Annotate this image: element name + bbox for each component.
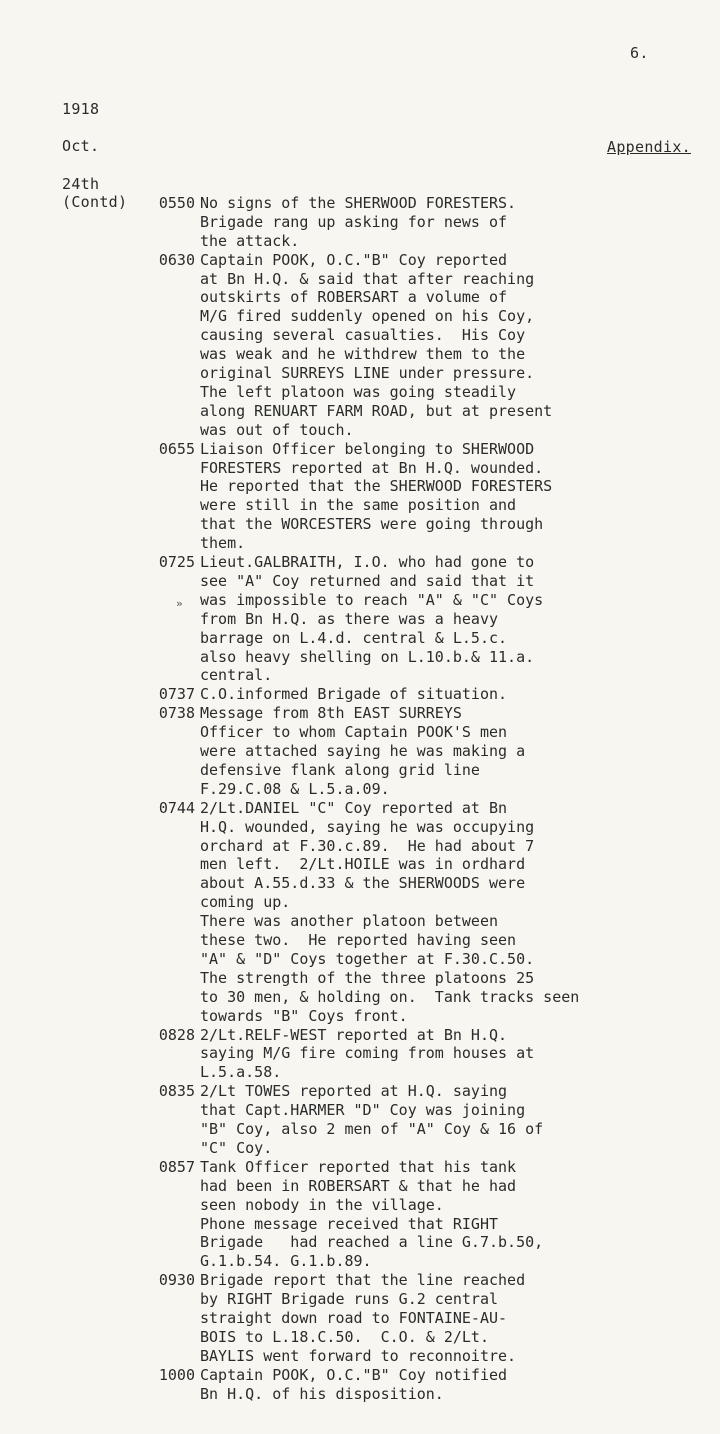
- entry-line: Officer to whom Captain POOK'S men: [200, 723, 508, 742]
- entry-line: from Bn H.Q. as there was a heavy: [200, 609, 499, 628]
- entry-text: [200, 553, 543, 685]
- entry-time: 0738: [158, 704, 195, 723]
- page-number: 6.: [630, 44, 649, 62]
- entry-line: was weak and he withdrew them to the: [200, 345, 526, 364]
- entry-line: were still in the same position and: [200, 496, 517, 515]
- entry-line: There was another platoon between: [200, 912, 499, 931]
- entry-line: Liaison Officer belonging to SHERWOOD: [200, 439, 535, 458]
- entry-line: that Capt.HARMER "D" Coy was joining: [200, 1101, 526, 1120]
- entry-time: 0930: [158, 1271, 195, 1290]
- entry-line: at Bn H.Q. & said that after reaching: [200, 269, 535, 288]
- entry-line: straight down road to FONTAINE-AU-: [200, 1309, 508, 1328]
- entry-line: Message from 8th EAST SURREYS: [200, 704, 462, 723]
- entry-text: [200, 685, 507, 704]
- entry-line: Captain POOK, O.C."B" Coy notified: [200, 1365, 508, 1384]
- entry-line: orchard at F.30.c.89. He had about 7: [200, 836, 535, 855]
- entry-line: men left. 2/Lt.HOILE was in ordhard: [200, 855, 526, 874]
- entry-line: "C" Coy.: [200, 1138, 273, 1157]
- entry-line: FORESTERS reported at Bn H.Q. wounded.: [200, 458, 544, 477]
- entry-line: Brigade had reached a line G.7.b.50,: [200, 1233, 544, 1252]
- entry-line: Phone message received that RIGHT: [200, 1214, 499, 1233]
- entry-line: Tank Officer reported that his tank: [200, 1157, 517, 1176]
- entry-line: Lieut.GALBRAITH, I.O. who had gone to: [200, 553, 535, 572]
- entry-line: G.1.b.54. G.1.b.89.: [200, 1252, 372, 1271]
- entry-text: [200, 1366, 507, 1404]
- entry-time: 0725: [158, 553, 195, 572]
- entry-line: No signs of the SHERWOOD FORESTERS.: [200, 194, 517, 212]
- margin-mark: »: [176, 597, 183, 610]
- entry-line: original SURREYS LINE under pressure.: [200, 364, 535, 383]
- entry-line: these two. He reported having seen: [200, 931, 517, 950]
- entry-line: C.O.informed Brigade of situation.: [200, 685, 508, 704]
- entry-text: [200, 799, 579, 1026]
- continued-label: (Contd): [62, 193, 128, 211]
- entry-line: outskirts of ROBERSART a volume of: [200, 288, 508, 307]
- entry-time: 0744: [158, 798, 195, 817]
- entry-line: M/G fired suddenly opened on his Coy,: [200, 307, 535, 326]
- entry-text: [200, 440, 552, 553]
- entry-line: barrage on L.4.d. central & L.5.c.: [200, 628, 508, 647]
- entry-text: [200, 251, 552, 440]
- entry-text: [200, 1026, 534, 1083]
- entry-time: 0857: [158, 1157, 195, 1176]
- entry-line: them.: [200, 534, 246, 553]
- entry-time: 0737: [158, 685, 195, 704]
- entry-line: Brigade rang up asking for news of: [200, 212, 508, 231]
- entry-line: coming up.: [200, 893, 291, 912]
- entry-line: was impossible to reach "A" & "C" Coys: [200, 590, 544, 609]
- entry-line: "B" Coy, also 2 men of "A" Coy & 16 of: [200, 1120, 544, 1139]
- entry-line: were attached saying he was making a: [200, 742, 526, 761]
- entry-text: [200, 1082, 543, 1158]
- entry-line: had been in ROBERSART & that he had: [200, 1176, 517, 1195]
- entry-time: 0550: [158, 194, 195, 212]
- entry-text: [200, 704, 525, 798]
- entry-text: [200, 1158, 543, 1271]
- entry-line: that the WORCESTERS were going through: [200, 515, 544, 534]
- entry-line: F.29.C.08 & L.5.a.09.: [200, 779, 390, 798]
- entry-line: "A" & "D" Coys together at F.30.C.50.: [200, 949, 535, 968]
- entry-line: BAYLIS went forward to reconnoitre.: [200, 1346, 517, 1365]
- entry-line: by RIGHT Brigade runs G.2 central: [200, 1290, 499, 1309]
- entry-line: causing several casualties. His Coy: [200, 326, 526, 345]
- entry-line: He reported that the SHERWOOD FORESTERS: [200, 477, 553, 496]
- entry-line: the attack.: [200, 231, 300, 250]
- entry-line: was out of touch.: [200, 420, 354, 439]
- entry-line: central.: [200, 666, 273, 685]
- entry-time: 0630: [158, 250, 195, 269]
- entry-line: 2/Lt TOWES reported at H.Q. saying: [200, 1082, 508, 1101]
- entry-time: 0655: [158, 439, 195, 458]
- entry-line: BOIS to L.18.C.50. C.O. & 2/Lt.: [200, 1327, 489, 1346]
- entry-time: 0835: [158, 1082, 195, 1101]
- entry-text: [200, 194, 516, 251]
- entry-line: 2/Lt.RELF-WEST reported at Bn H.Q.: [200, 1025, 508, 1044]
- entry-line: seen nobody in the village.: [200, 1195, 444, 1214]
- entry-line: 2/Lt.DANIEL "C" Coy reported at Bn: [200, 798, 508, 817]
- entry-line: see "A" Coy returned and said that it: [200, 571, 535, 590]
- entry-line: Captain POOK, O.C."B" Coy reported: [200, 250, 508, 269]
- year-heading: 1918: [62, 100, 100, 118]
- entry-time: 0828: [158, 1025, 195, 1044]
- month-heading: Oct.: [62, 137, 100, 155]
- entry-time: 1000: [158, 1365, 195, 1384]
- entry-line: about A.55.d.33 & the SHERWOODS were: [200, 874, 526, 893]
- entry-line: The left platoon was going steadily: [200, 382, 517, 401]
- entry-line: defensive flank along grid line: [200, 760, 480, 779]
- entry-line: towards "B" Coys front.: [200, 1006, 408, 1025]
- entry-text: [200, 1271, 525, 1365]
- entry-line: to 30 men, & holding on. Tank tracks seen: [200, 987, 580, 1006]
- entry-date: 24th: [62, 175, 100, 193]
- entry-line: Bn H.Q. of his disposition.: [200, 1384, 444, 1403]
- entry-line: Brigade report that the line reached: [200, 1271, 526, 1290]
- entry-line: also heavy shelling on L.10.b.& 11.a.: [200, 647, 535, 666]
- entry-line: L.5.a.58.: [200, 1063, 282, 1082]
- entry-line: along RENUART FARM ROAD, but at present: [200, 401, 553, 420]
- appendix-label: Appendix.: [607, 138, 691, 156]
- entry-line: H.Q. wounded, saying he was occupying: [200, 817, 535, 836]
- entry-line: saying M/G fire coming from houses at: [200, 1044, 535, 1063]
- entry-line: The strength of the three platoons 25: [200, 968, 535, 987]
